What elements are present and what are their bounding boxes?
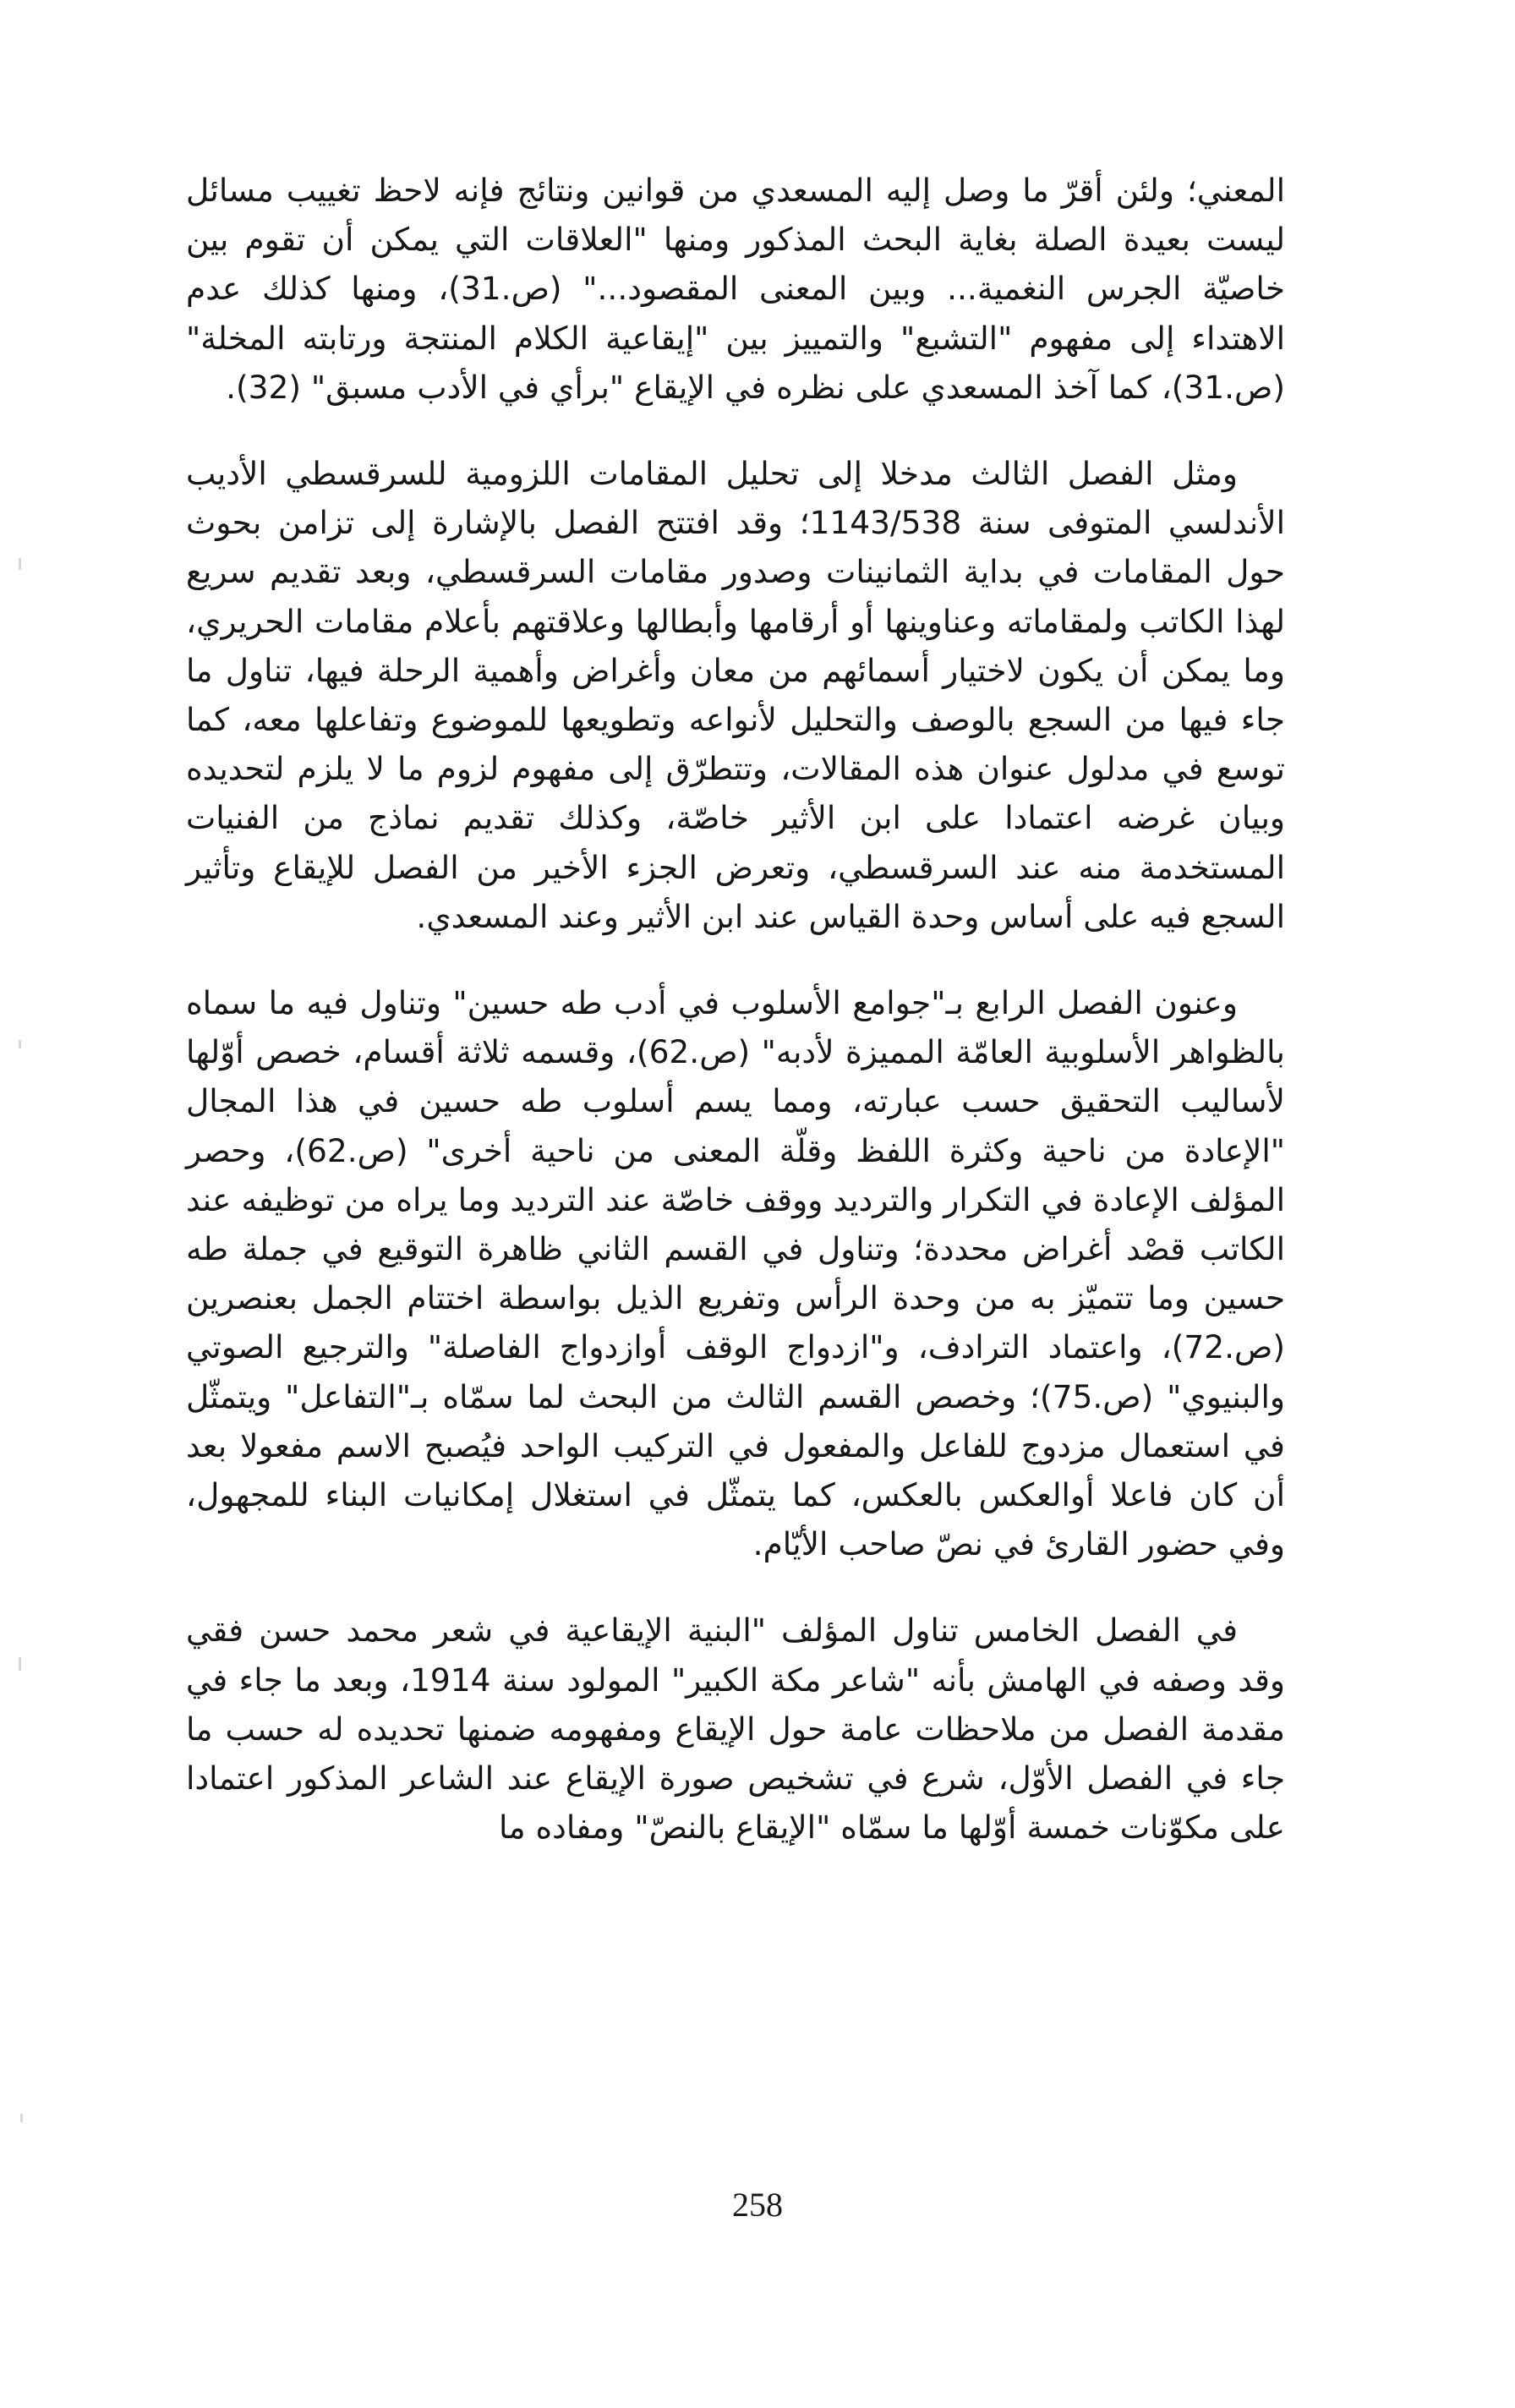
scan-edge-mark xyxy=(19,1657,21,1671)
scan-edge-mark xyxy=(20,2114,23,2122)
paragraph-1: المعني؛ ولئن أقرّ ما وصل إليه المسعدي من قوانين ونتائج فإنه لاحظ تغييب مسائل ليست بعيدة الصلة بغاية البحث المذكور ومنها "العلاقات التي يمكن أن تقوم بين خاصيّة الجرس النغمية... وبين المعنى المقصود..." (ص.31)، ومنها كذلك عدم الاهتداء إلى مفهوم "التشبع" والتمييز بين "إيقاعية الكلام المنتجة ورتابته المخلة" (ص.31)، كما آخذ المسعدي على نظره في الإيقاع "برأي في الأدب مسبق" (32). xyxy=(186,172,1285,406)
page-number: 258 xyxy=(732,2186,783,2224)
scan-edge-mark xyxy=(19,558,21,570)
paragraph-3: وعنون الفصل الرابع بـ"جوامع الأسلوب في أدب طه حسين" وتناول فيه ما سماه بالظواهر الأسلوبية العامّة المميزة لأدبه" (ص.62)، وقسمه ثلاثة أقسام، خصص أوّلها لأساليب التحقيق حسب عبارته، ومما يسم أسلوب طه حسين في هذا المجال "الإعادة من ناحية وكثرة اللفظ وقلّة المعنى من ناحية أخرى" (ص.62)، وحصر المؤلف الإعادة في التكرار والترديد ووقف خاصّة عند الترديد وما يراه من توظيفه عند الكاتب قصْد أغراض محددة؛ وتناول في القسم الثاني ظاهرة التوقيع في جملة طه حسين وما تتميّز به من وحدة الرأس وتفريع الذيل بواسطة اختتام الجمل بعنصرين (ص.72)، واعتماد الترادف، و"ازدواج الوقف أوازدواج الفاصلة" والترجيع الصوتي والبنيوي" (ص.75)؛ وخصص القسم الثالث من البحث لما سمّاه بـ"التفاعل" ويتمثّل في استعمال مزدوج للفاعل والمفعول في التركيب الواحد فيُصبح الاسم مفعولا بعد أن كان فاعلا أوالعكس بالعكس، كما يتمثّل في استغلال إمكانيات البناء للمجهول، وفي حضور القارئ في نصّ صاحب الأيّام. xyxy=(186,984,1286,1563)
paragraph-2: ومثل الفصل الثالث مدخلا إلى تحليل المقامات اللزومية للسرقسطي الأديب الأندلسي المتوفى سنة 1143/538؛ وقد افتتح الفصل بالإشارة إلى تزامن بحوث حول المقامات في بداية الثمانينات وصدور مقامات السرقسطي، وبعد تقديم سريع لهذا الكاتب ولمقاماته وعناوينها أو أرقامها وأبطالها وعلاقتهم بأعلام مقامات الحريري، وما يمكن أن يكون لاختيار أسمائهم من معان وأغراض وأهمية الرحلة فيها، تناول ما جاء فيها من السجع بالوصف والتحليل لأنواعه وتطويعها للموضوع وتفاعلها معه، كما توسع في مدلول عنوان هذه المقالات، وتتطرّق إلى مفهوم لزوم ما لا يلزم لتحديده وبيان غرضه اعتمادا على ابن الأثير خاصّة، وكذلك تقديم نماذج من الفنيات المستخدمة منه عند السرقسطي، وتعرض الجزء الأخير من الفصل للإيقاع وتأثير السجع فيه على أساس وحدة القياس عند ابن الأثير وعند المسعدي. xyxy=(186,455,1285,935)
paragraph-4: في الفصل الخامس تناول المؤلف "البنية الإيقاعية في شعر محمد حسن فقي وقد وصفه في الهامش بأنه "شاعر مكة الكبير" المولود سنة 1914، وبعد ما جاء في مقدمة الفصل من ملاحظات عامة حول الإيقاع ومفهومه ضمنها تحديده له حسب ما جاء في الفصل الأوّل، شرع في تشخيص صورة الإيقاع عند الشاعر المذكور اعتمادا على مكوّنات خمسة أوّلها ما سمّاه "الإيقاع بالنصّ" ومفاده ما xyxy=(186,1612,1285,1847)
body-text xyxy=(186,166,1285,1890)
scan-edge-mark xyxy=(19,1040,21,1048)
